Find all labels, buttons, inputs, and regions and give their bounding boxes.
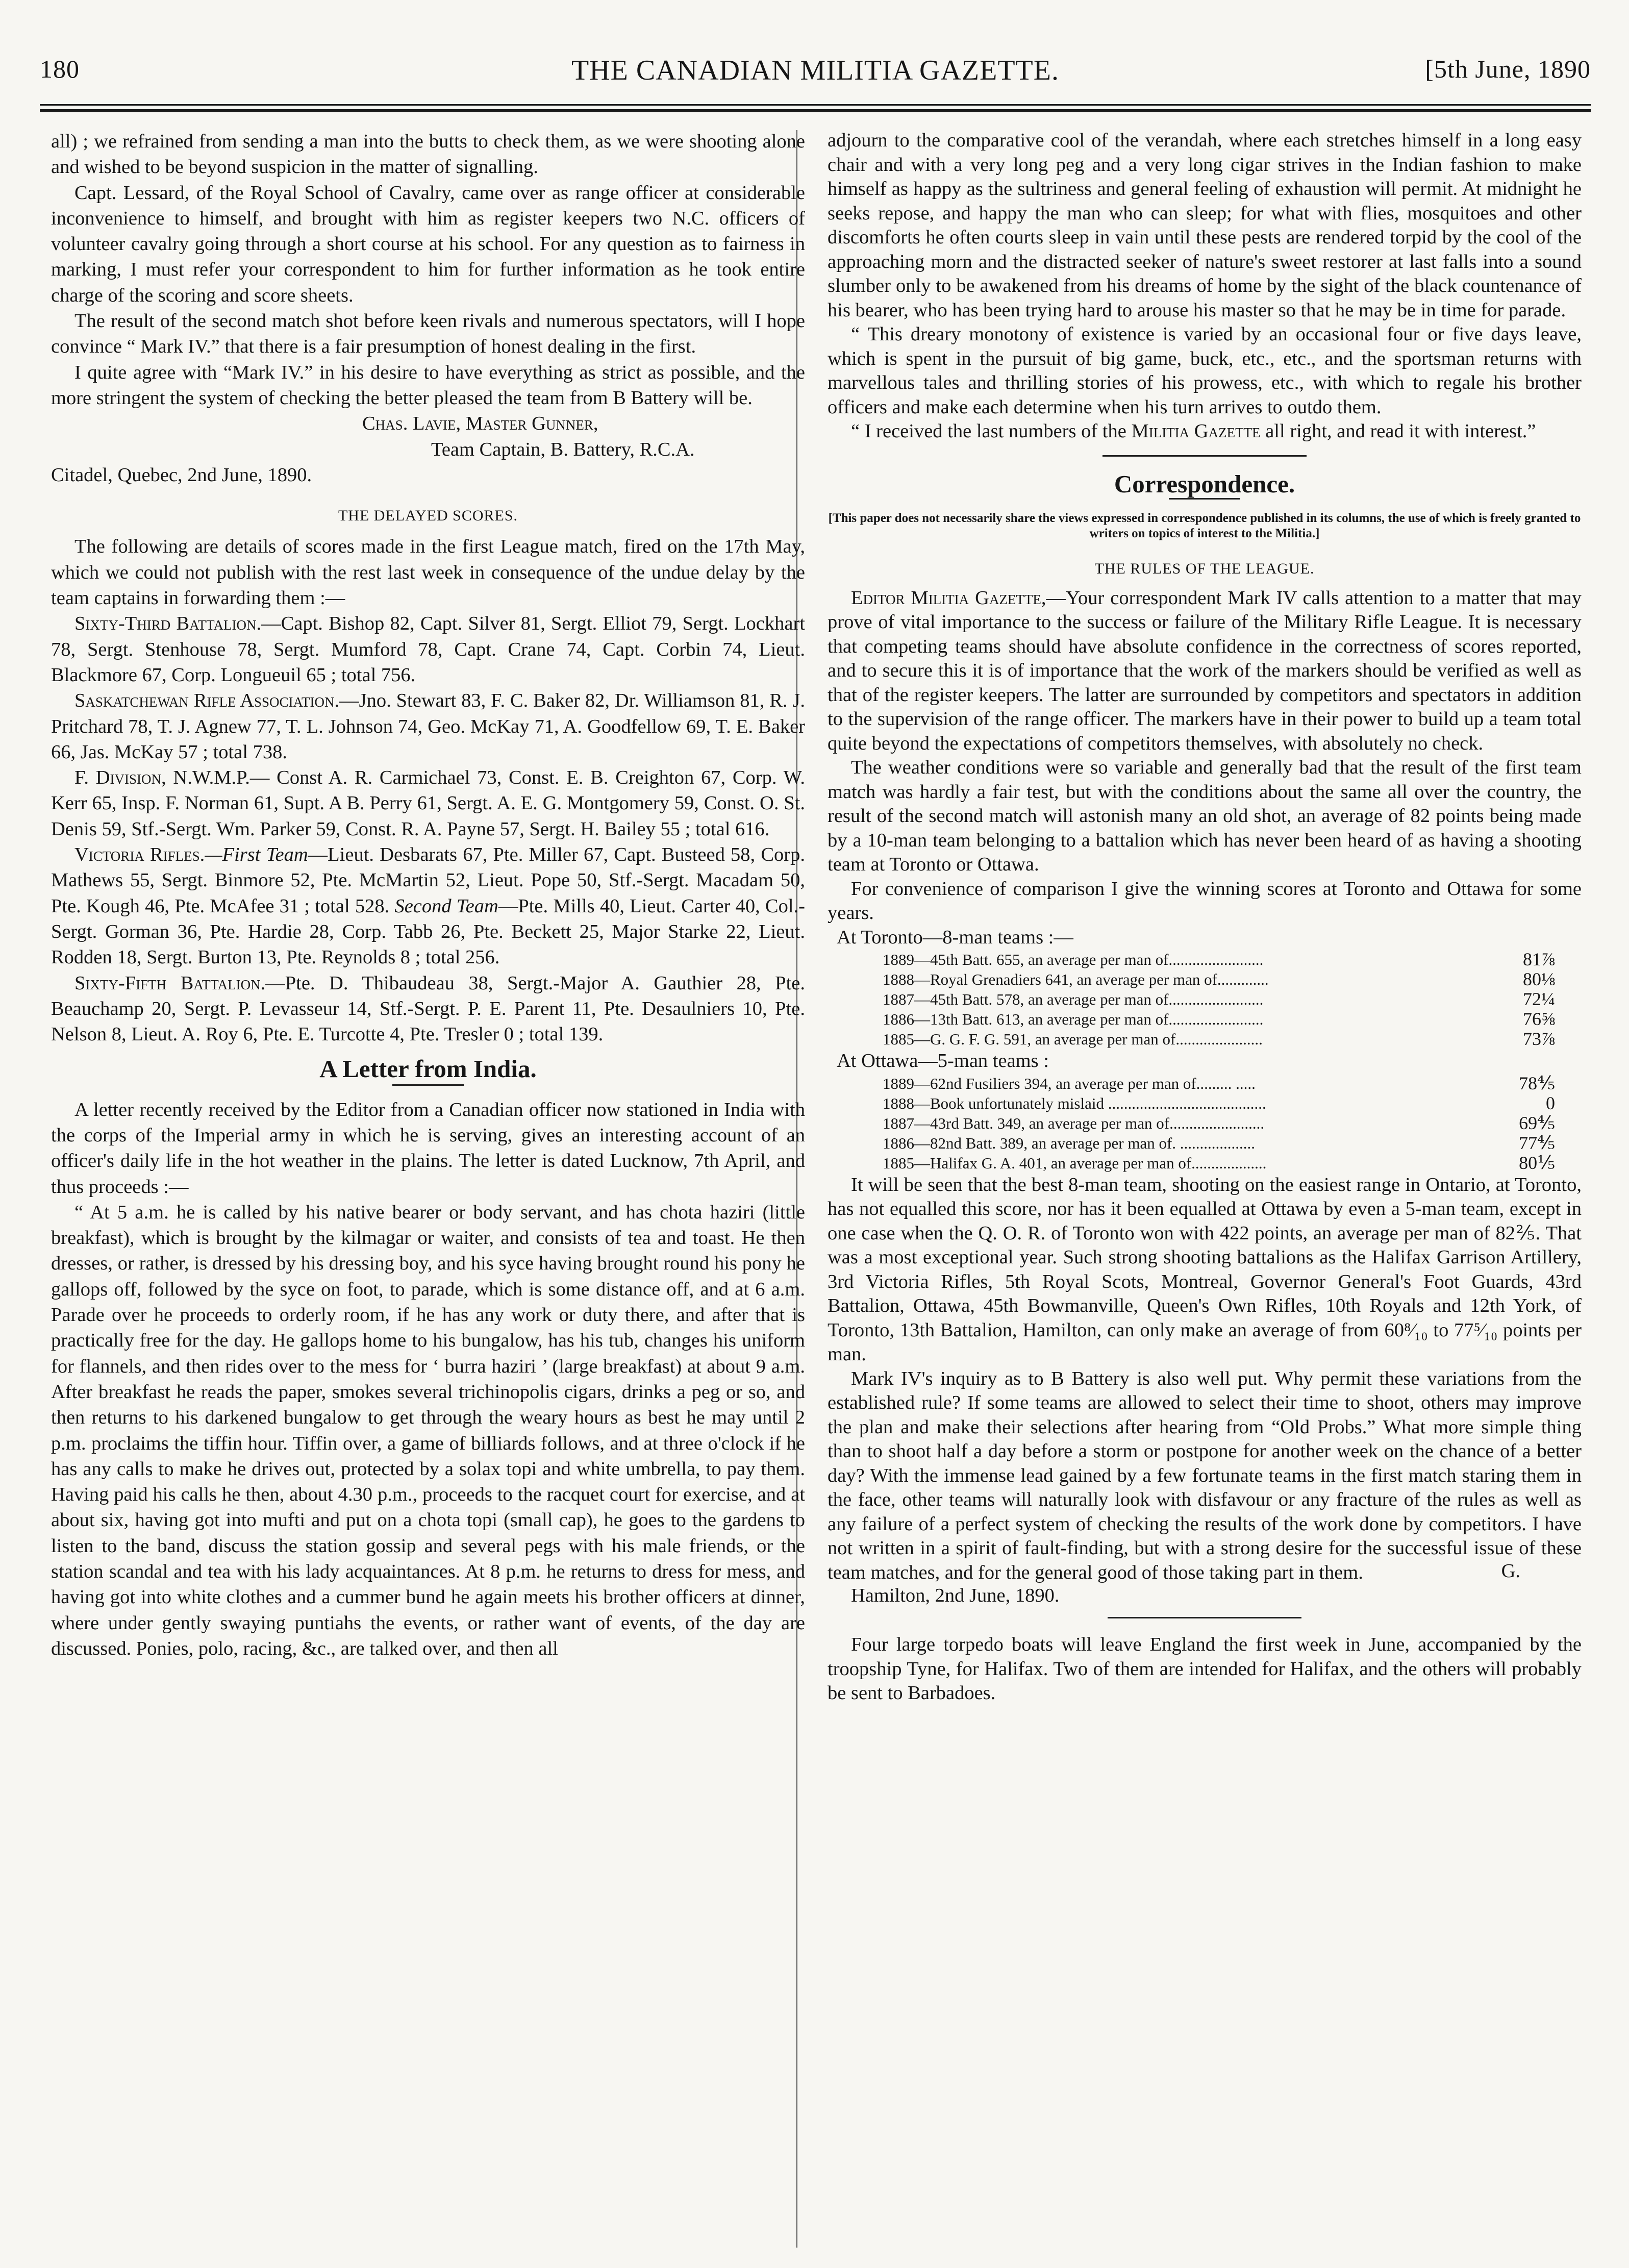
correspondence-heading: Correspondence. [1114,469,1295,498]
team-scores: —Pte. D. Thibaudeau 38, Sergt.-Major A. Gauthier 28, Pte. Beauchamp 20, Sergt. P. Levasseur 14, Stf.-Sergt. P. E. Parent 11, Pte. Desaulniers 10, Pte. Nelson 8, Lieut. A. Roy 6, Pte. E. Turcotte 4, Pte. Tresler 0 ; total 139. [51,972,805,1045]
header-rule-bottom [40,109,1591,112]
news-item: Four large torpedo boats will leave England the first week in June, accompanied by the troopship Tyne, for Halifax. Two of them are intended for Halifax, and the others will probably be sent to Barbadoes. [828,1634,1582,1704]
table-row: 1886—13th Batt. 613, an average per man of........................ 76⅝ [883,1009,1555,1029]
issue-date: [5th June, 1890 [1425,55,1591,83]
paragraph: Capt. Lessard, of the Royal School of Cavalry, came over as range officer at considerable inconvenience to himself, and brought with him as register keepers two N.C. officers of volunteer cavalry going through a short course at his school. For any question as to fairness in marking, I must refer your correspondent to him for further information as he took entire charge of the scoring and score sheets. [51,182,805,306]
paragraph: The result of the second match shot before keen rivals and numerous spectators, will I hope convince “ Mark IV.” that there is a fair presumption of honest dealing in the first. [51,310,805,358]
delayed-scores-heading: THE DELAYED SCORES. [338,507,518,525]
delayed-scores-intro: The following are details of scores made in the first League match, fired on the 17th May, which we could not publish with the rest last week in consequence of the undue delay by the team captains in forwarding them :— [51,536,805,609]
gazette-name: Militia Gazette [1131,420,1261,442]
heading-rule [1169,498,1240,500]
table-row: 1889—45th Batt. 655, an average per man of........................ 81⅞ [883,949,1555,969]
paragraph: “ This dreary monotony of existence is varied by an occasional four or five days leave, which is spent in the pursuit of big game, buck, etc., etc., and the sportsman returns with marvellous tales and thrilling stories of his prowess, etc., with which to regale his brother officers and make each determine when his turn arrives to outdo them. [828,323,1582,418]
signature-place: Citadel, Quebec, 2nd June, 1890. [51,464,312,486]
toronto-table [828,950,1582,1049]
paragraph: It will be seen that the best 8-man team, shooting on the easiest range in Ontario, at Toronto, has not equalled this score, nor has it been equalled at Ottawa by even a 5-man team, except in one case when the Q. O. R. of Toronto won with 422 points, an average per man of 82⅖. That was a most exceptional year. Such strong shooting battalions as the Halifax Garrison Artillery, 3rd Victoria Rifles, 5th Royal Scots, Montreal, Governor General's Foot Guards, 43rd Battalion, Ottawa, 45th Bowmanville, Queen's Own Rifles, 10th Royals and 12th York, of Toronto, 13th Battalion, Hamilton, can only make an average of from 60⁸⁄₁₀ to 77⁵⁄₁₀ points per man. [828,1174,1582,1365]
page-number: 180 [40,55,80,83]
letter-continuation: all) ; we refrained from sending a man into the butts to check them, as we were shooting alone and wished to be beyond suspicion in the matter of signalling. [51,131,805,178]
india-heading: A Letter from India. [319,1055,537,1083]
signature-name: Chas. Lavie, Master Gunner, [362,413,598,435]
table-row: 1885—Halifax G. A. 401, an average per man of................... 80⅕ [883,1152,1555,1173]
salutation: Editor Militia Gazette, [851,587,1046,609]
masthead-title: THE CANADIAN MILITIA GAZETTE. [571,55,1059,86]
team-scores: —Lieut. Desbarats 67, Pte. Miller 67, Capt. Busteed 58, Corp. Mathews 55, Sergt. Binmore 52, Pte. McMartin 52, Lieut. Pope 50, Stf.-Sergt. Macadam 50, Pte. Kough 46, Pte. McAfee 31 ; total 528. [51,844,805,917]
left-column [51,129,805,1661]
table-row: 1889—62nd Fusiliers 394, an average per man of......... ..... 78⅘ [883,1073,1555,1093]
table-row: 1887—45th Batt. 578, an average per man of........................ 72¼ [883,989,1555,1009]
letter-place: Hamilton, 2nd June, 1890. [851,1584,1060,1606]
team-name: Saskatchewan Rifle Association. [74,690,340,712]
header-rule-top [40,104,1591,106]
india-intro: A letter recently received by the Editor from a Canadian officer now stationed in India with the corps of the Imperial army in which he is serving, gives an interesting account of an officer's daily life in the hot weather in the plains. The letter is dated Lucknow, 7th April, and thus proceeds :— [51,1099,805,1198]
team-name: Victoria Rifles. [74,844,205,866]
team-name: F. Division, N.W.M.P. [74,767,250,789]
table-row: 1887—43rd Batt. 349, an average per man of........................ 69⅘ [883,1112,1555,1133]
india-letter-continuation: adjourn to the comparative cool of the verandah, where each stretches himself in a long easy chair and with a very long peg and a very long cigar strives in the Indian fashion to make himself as happy as the sultriness and general feeling of exhaustion will permit. At midnight he seeks repose, and happy the man who can sleep; for what with flies, mosquitoes and other discomforts he often courts sleep in vain until these pests are rendered torpid by the cool of the approaching morn and the distracted seeker of nature's sweet restorer at last falls into a sound slumber only to be awakened from his dreams of home by the sight of the black countenance of his bearer, who has been trying hard to arouse his master so that he may be in time for parade. [828,130,1582,321]
score-entry [51,765,805,842]
ottawa-table-heading: At Ottawa—5-man teams : [837,1050,1049,1071]
table-row: 1885—G. G. F. G. 591, an average per man of...................... 73⅞ [883,1029,1555,1049]
paragraph: For convenience of comparison I give the winning scores at Toronto and Ottawa for some years. [828,878,1582,924]
paragraph: “ I received the last numbers of the Militia Gazette all right, and read it with interest.” [851,420,1536,442]
toronto-table-heading: At Toronto—8-man teams :— [837,926,1073,948]
paragraph: The weather conditions were so variable and generally bad that the result of the first team match was hardly a fair test, but with the conditions about the same all over the country, the result of the second match will astonish many an old shot, an average of 82 points being made by a 10-man team belonging to a battalion which has never been heard of as having a shooting team at Toronto or Ottawa. [828,757,1582,875]
score-entry [51,970,805,1048]
team-scores: —Pte. Mills 40, Lieut. Carter 40, Col.-Sergt. Gorman 36, Pte. Hardie 28, Corp. Tabb 26, Pte. Beckett 25, Major Starke 22, Lieut. Rodden 18, Sergt. Burton 13, Pte. Reynolds 8 ; total 256. [51,895,805,968]
heading-rule [392,1084,464,1086]
team-name: Sixty-Third Battalion. [74,613,262,635]
team-scores: —Capt. Bishop 82, Capt. Silver 81, Sergt. Elliot 79, Sergt. Lockhart 78, Sergt. Stenhouse 78, Sergt. Mumford 78, Capt. Crane 74, Capt. Corbin 74, Lieut. Blackmore 67, Corp. Longueuil 65 ; total 756. [51,613,805,686]
section-rule [1102,455,1307,457]
right-column [828,129,1582,1706]
score-entry [51,611,805,688]
letter-signoff: G. [1501,1560,1520,1582]
signature-title: Team Captain, B. Battery, R.C.A. [431,438,695,460]
team-scores: — Const A. R. Carmichael 73, Const. E. B. Creighton 67, Corp. W. Kerr 65, Insp. F. Norman 61, Supt. A B. Perry 61, Sergt. A. E. G. Montgomery 59, Const. O. St. Denis 59, Stf.-Sergt. Wm. Parker 59, Const. R. A. Payne 57, Sergt. H. Bailey 55 ; total 616. [51,767,805,840]
table-row: 1886—82nd Batt. 389, an average per man of. ................... 77⅘ [883,1132,1555,1153]
team-name: Sixty-Fifth Battalion. [74,972,266,994]
table-row: 1888—Royal Grenadiers 641, an average per man of............. 80⅛ [883,969,1555,989]
score-entry [51,842,805,970]
page-header [40,54,1591,95]
paragraph: I quite agree with “Mark IV.” in his desire to have everything as strict as possible, and the more stringent the system of checking the better pleased the team from B Battery will be. [51,361,805,409]
score-entry [51,688,805,765]
editorial-disclaimer: [This paper does not necessarily share the views expressed in correspondence published in its columns, the use of which is freely granted to writers on topics of interest to the Militia.] [828,511,1581,540]
team-subhead: —First Team [205,844,308,866]
rules-heading: THE RULES OF THE LEAGUE. [1094,560,1315,577]
letter-opening: Editor Militia Gazette,—Your correspondent Mark IV calls attention to a matter that may prove of vital importance to the success or failure of the Military Rifle League. It is necessary that competing teams should have absolute confidence in the correctness of scores reported, and to secure this it is of importance that the work of the markers should be verified as well as that of the register keepers. The latter are surrounded by competitors and spectators in addition to the supervision of the range officer. The markers have in their power to build up a team total quite beyond the expectations of competitors themselves, with absolutely no check. [828,587,1582,754]
team-subhead: Second Team [394,895,498,917]
section-rule [1108,1617,1301,1618]
india-letter: “ At 5 a.m. he is called by his native bearer or body servant, and has chota haziri (little breakfast), which is brought by the kilmagar or waiter, and consists of tea and toast. He then dresses, or rather, is dressed by his dressing boy, and his syce having brought round his pony he gallops off, followed by the syce on foot, to parade, which is some distance off, and at 6 a.m. Parade over he proceeds to orderly room, if he has any work or duty there, and after that is practically free for the day. He gallops home to his bungalow, has his tub, changes his uniform for flannels, and then rides over to the mess for ‘ burra haziri ’ (large breakfast) at about 9 a.m. After breakfast he reads the paper, smokes several trichinopolis cigars, drinks a peg or so, and then returns to his darkened bungalow to get through the weary hours as best he may until 2 p.m. proclaims the tiffin hour. Tiffin over, a game of billiards follows, and at three o'clock if he has any calls to make he drives out, protected by a solax topi and white umbrella, to pay them. Having paid his calls he then, about 4.30 p.m., proceeds to the racquet court for exercise, and at about six, having got into mufti and put on a chota topi (small cap), he goes to the gardens to listen to the band, discuss the station gossip and several pegs with his male friends, or the station scandal and tea with his lady acquaintances. At 8 p.m. he returns to dress for mess, and having got into white clothes and a cummer bund he again meets his brother officers at dinner, where under gently swaying puntiahs the events, or rather want of events, of the day are discussed. Ponies, polo, racing, &c., are talked over, and then all [51,1201,805,1659]
table-row: 1888—Book unfortunately mislaid ........................................ 0 [883,1092,1555,1113]
ottawa-table [828,1074,1582,1173]
paragraph: Mark IV's inquiry as to B Battery is also well put. Why permit these variations from the established rule? If some teams are allowed to select their time to shoot, others may improve the plan and make their selections after hearing from “Old Probs.” What more simple thing than to shoot half a day before a storm or postpone for another week on the chance of a better day? With the immense lead gained by a few fortunate teams in the first match staring them in the face, other teams will naturally look with disfavour or any fracture of the rules as well as any failure of a perfect system of checking the results of the work done by competitors. I have not written in a spirit of fault-finding, but with a strong desire for the successful issue of these team matches, and for the general good of those taking part in them. [828,1367,1582,1583]
team-scores: —Jno. Stewart 83, F. C. Baker 82, Dr. Williamson 81, R. J. Pritchard 78, T. J. Agnew 77, T. L. Johnson 74, Geo. McKay 71, A. Goodfellow 69, T. E. Baker 66, Jas. McKay 57 ; total 738. [51,690,805,763]
